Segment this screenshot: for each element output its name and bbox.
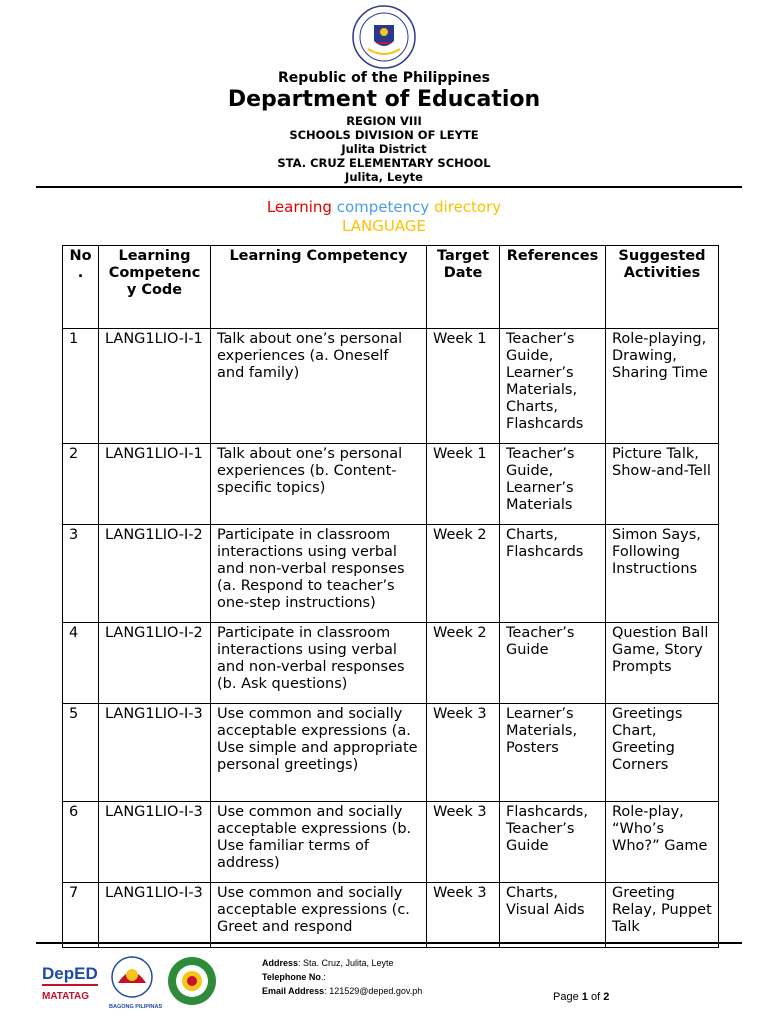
email-line: Email Address: 121529@deped.gov.ph (262, 986, 423, 996)
row-references: Charts, Flashcards (500, 525, 606, 623)
header-divider (36, 186, 742, 188)
row-target-date: Week 1 (427, 444, 500, 525)
row-competency: Talk about one’s personal experiences (a. Oneself and family) (211, 329, 427, 444)
row-references: Charts, Visual Aids (500, 883, 606, 948)
row-code: LANG1LIO-I-3 (99, 883, 211, 948)
row-references: Teacher’s Guide, Learner’s Materials (500, 444, 606, 525)
address-line: Address: Sta. Cruz, Julita, Leyte (262, 958, 394, 968)
department-title: Department of Education (227, 87, 541, 112)
row-competency: Talk about one’s personal experiences (b. Content-specific topics) (211, 444, 427, 525)
town-line: Julita, Leyte (345, 170, 423, 184)
row-competency: Participate in classroom interactions using verbal and non-verbal responses (a. Respond to teacher’s one-step instructions) (211, 525, 427, 623)
row-code: LANG1LIO-I-1 (99, 329, 211, 444)
footer-divider (36, 942, 742, 944)
row-target-date: Week 3 (427, 704, 500, 802)
table-row (63, 623, 719, 704)
row-no: 2 (63, 444, 99, 525)
row-activities: Greeting Relay, Puppet Talk (606, 883, 719, 948)
deped-seal-logo (352, 5, 416, 69)
row-target-date: Week 1 (427, 329, 500, 444)
table-row (63, 525, 719, 623)
row-target-date: Week 2 (427, 525, 500, 623)
row-target-date: Week 3 (427, 883, 500, 948)
document-title (0, 198, 768, 216)
header-code: Learning Competency Code (99, 246, 211, 329)
table-row (63, 329, 719, 444)
deped-logo-text: DepED (42, 964, 98, 983)
division-line: SCHOOLS DIVISION OF LEYTE (289, 128, 479, 142)
table-row (63, 444, 719, 525)
republic-line: Republic of the Philippines (278, 70, 490, 86)
subject-title: LANGUAGE (342, 217, 426, 235)
row-activities: Role-playing, Drawing, Sharing Time (606, 329, 719, 444)
row-target-date: Week 3 (427, 802, 500, 883)
row-references: Flashcards, Teacher’s Guide (500, 802, 606, 883)
telephone-line: Telephone No.: (262, 972, 326, 982)
table-header-row (63, 246, 719, 329)
page-number: Page 1 of 2 (553, 991, 610, 1003)
deped-matatag-logo (42, 964, 98, 1002)
header-target-date: Target Date (427, 246, 500, 329)
row-code: LANG1LIO-I-1 (99, 444, 211, 525)
matatag-logo-text: MATATAG (42, 991, 90, 1002)
header-competency: Learning Competency (211, 246, 427, 329)
row-references: Teacher’s Guide (500, 623, 606, 704)
row-no: 4 (63, 623, 99, 704)
title-word-competency: competency (336, 198, 430, 216)
row-no: 6 (63, 802, 99, 883)
row-no: 3 (63, 525, 99, 623)
bagong-pilipinas-logo (109, 957, 163, 1010)
school-name: STA. CRUZ ELEMENTARY SCHOOL (277, 156, 491, 170)
header-no: No. (63, 246, 99, 329)
school-seal-logo (168, 957, 216, 1005)
row-code: LANG1LIO-I-3 (99, 802, 211, 883)
row-competency: Use common and socially acceptable expressions (a. Use simple and appropriate personal greetings) (211, 704, 427, 802)
region-line: REGION VIII (346, 114, 422, 128)
row-code: LANG1LIO-I-2 (99, 525, 211, 623)
row-competency: Use common and socially acceptable expressions (c. Greet and respond (211, 883, 427, 948)
table-row (63, 883, 719, 948)
header-references: References (500, 246, 606, 329)
row-activities: Greetings Chart, Greeting Corners (606, 704, 719, 802)
district-line: Julita District (341, 142, 427, 156)
row-activities: Simon Says, Following Instructions (606, 525, 719, 623)
row-no: 5 (63, 704, 99, 802)
row-no: 1 (63, 329, 99, 444)
row-activities: Picture Talk, Show-and-Tell (606, 444, 719, 525)
row-activities: Role-play, “Who’s Who?” Game (606, 802, 719, 883)
competency-table (62, 245, 719, 948)
table-row (63, 704, 719, 802)
table-row (63, 802, 719, 883)
row-references: Teacher’s Guide, Learner’s Materials, Charts, Flashcards (500, 329, 606, 444)
row-competency: Participate in classroom interactions using verbal and non-verbal responses (b. Ask questions) (211, 623, 427, 704)
row-target-date: Week 2 (427, 623, 500, 704)
title-word-directory: directory (434, 198, 502, 216)
footer-logos (40, 953, 240, 1013)
header-activities: Suggested Activities (606, 246, 719, 329)
bagong-pilipinas-text: BAGONG PILIPINAS (109, 1004, 163, 1010)
title-word-learning: Learning (266, 198, 332, 216)
contact-info (262, 956, 422, 998)
row-no: 7 (63, 883, 99, 948)
row-references: Learner’s Materials, Posters (500, 704, 606, 802)
row-code: LANG1LIO-I-2 (99, 623, 211, 704)
row-code: LANG1LIO-I-3 (99, 704, 211, 802)
row-competency: Use common and socially acceptable expressions (b. Use familiar terms of address) (211, 802, 427, 883)
row-activities: Question Ball Game, Story Prompts (606, 623, 719, 704)
